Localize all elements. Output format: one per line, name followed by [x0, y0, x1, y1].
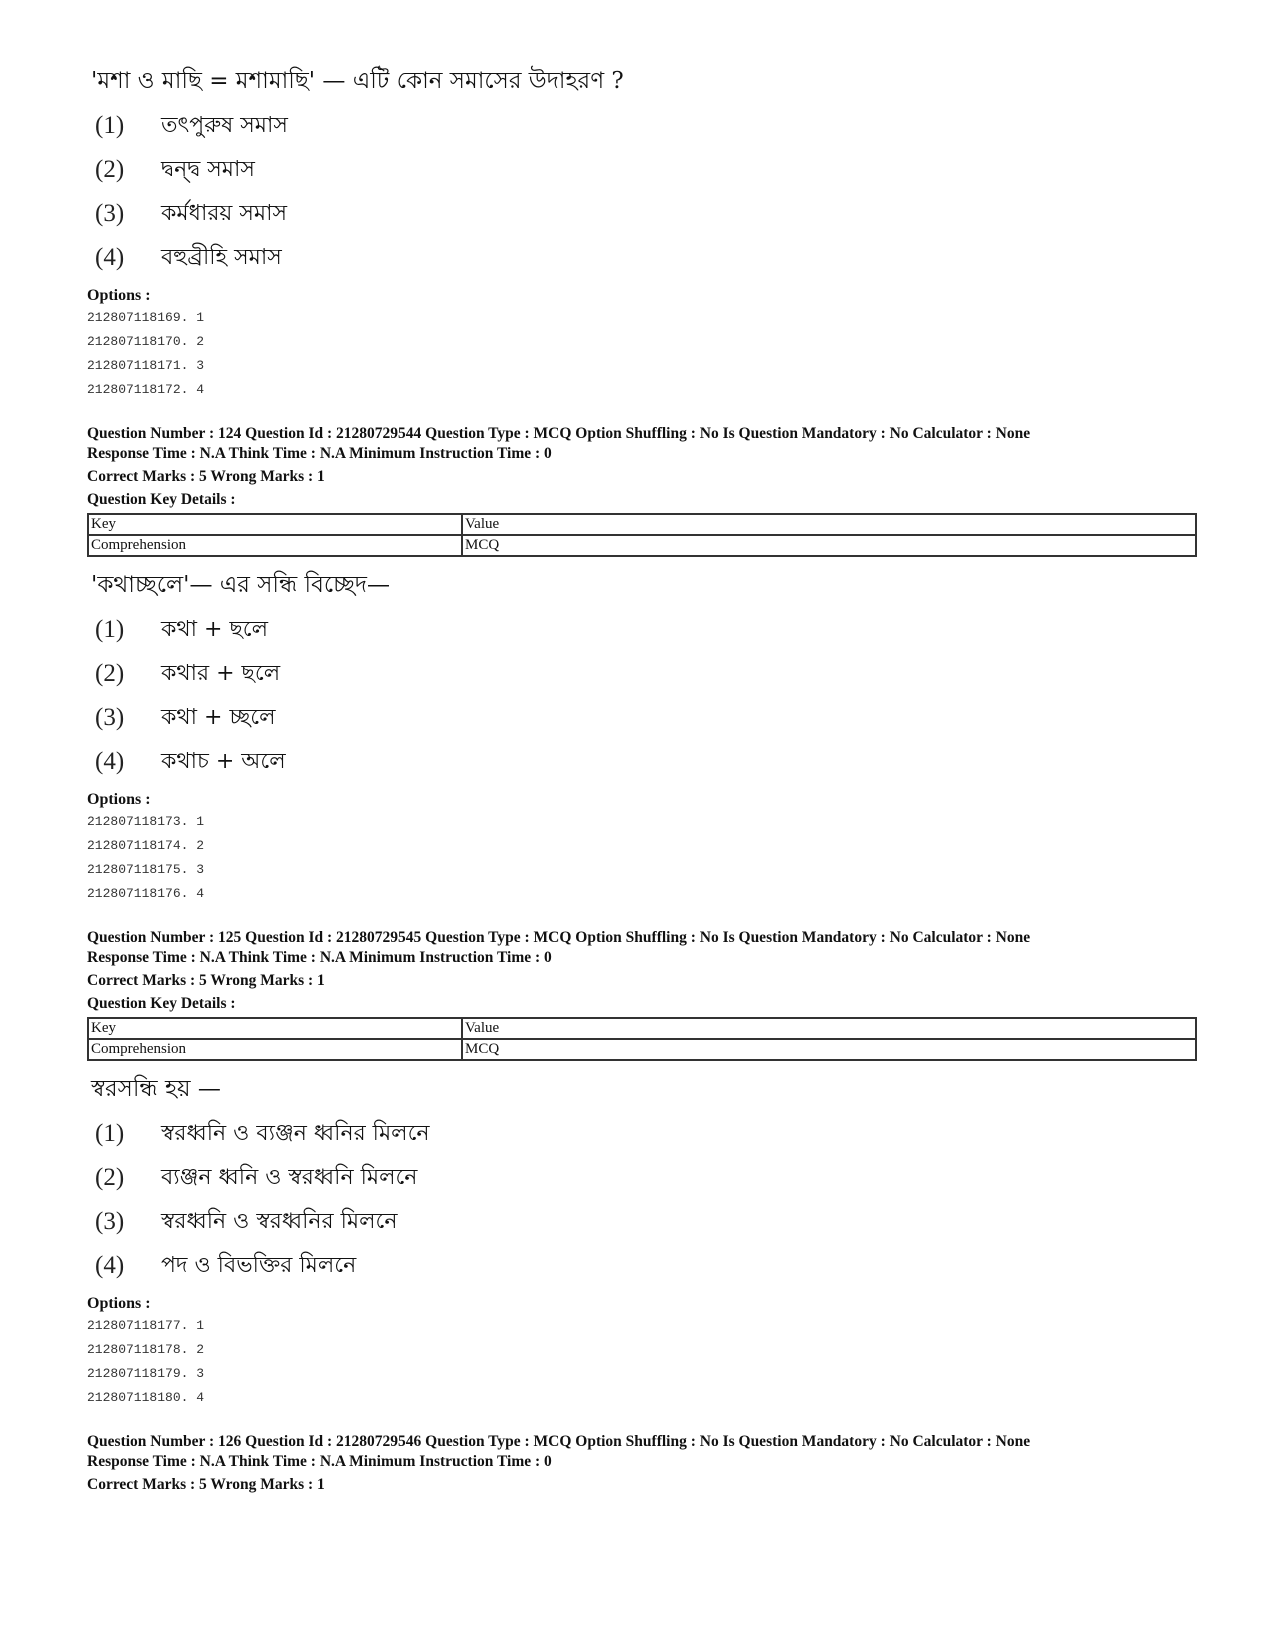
- option-id: 212807118174. 2: [87, 838, 205, 853]
- question-info-line: Question Number : 125 Question Id : 21280729545 Question Type : MCQ Option Shuffling : No Is Question Mandatory : No Calculator : None: [87, 929, 1031, 946]
- question-meta-124: [87, 424, 1197, 557]
- option-3: [95, 192, 1197, 236]
- question-block-123: [87, 66, 1197, 402]
- option-number: (2): [95, 156, 125, 183]
- value-cell: MCQ: [462, 535, 1196, 556]
- option-4: [95, 1244, 1197, 1288]
- option-text: কর্মধারয় সমাস: [161, 200, 288, 226]
- question-meta-126: [87, 1432, 1197, 1495]
- question-block-125: [87, 1074, 1197, 1410]
- key-cell: Comprehension: [88, 535, 462, 556]
- option-4: [95, 740, 1197, 784]
- option-4: [95, 236, 1197, 280]
- option-2: [95, 148, 1197, 192]
- option-number: (1): [95, 1120, 125, 1147]
- option-text: ব্যঞ্জন ধ্বনি ও স্বরধ্বনি মিলনে: [161, 1164, 418, 1190]
- option-id: 212807118175. 3: [87, 862, 205, 877]
- option-id: 212807118171. 3: [87, 358, 205, 373]
- question-info-line: Question Number : 126 Question Id : 21280729546 Question Type : MCQ Option Shuffling : No Is Question Mandatory : No Calculator : None: [87, 1433, 1031, 1450]
- option-text: স্বরধ্বনি ও ব্যঞ্জন ধ্বনির মিলনে: [161, 1120, 430, 1146]
- option-text: কথা + চ্ছলে: [161, 704, 276, 730]
- question-text: 'কথাচ্ছলে'— এর সন্ধি বিচ্ছেদ—: [91, 572, 391, 598]
- response-time-line: Response Time : N.A Think Time : N.A Minimum Instruction Time : 0: [87, 445, 552, 462]
- option-1: [95, 608, 1197, 652]
- option-text: দ্বন্দ্ব সমাস: [161, 156, 255, 182]
- key-details-table: [87, 513, 1197, 557]
- option-number: (2): [95, 1164, 125, 1191]
- question-meta-125: [87, 928, 1197, 1061]
- option-number: (4): [95, 244, 125, 271]
- option-id: 212807118180. 4: [87, 1390, 205, 1405]
- option-number: (1): [95, 112, 125, 139]
- marks-line: Correct Marks : 5 Wrong Marks : 1: [87, 972, 325, 989]
- question-block-124: [87, 570, 1197, 906]
- key-details-table: [87, 1017, 1197, 1061]
- question-text: 'মশা ও মাছি = মশামাছি' — এটি কোন সমাসের উদাহরণ ?: [91, 68, 624, 94]
- option-2: [95, 652, 1197, 696]
- value-header: Value: [462, 1018, 1196, 1039]
- option-3: [95, 1200, 1197, 1244]
- key-cell: Comprehension: [88, 1039, 462, 1060]
- key-details-label: Question Key Details :: [87, 491, 236, 508]
- option-3: [95, 696, 1197, 740]
- option-id: 212807118177. 1: [87, 1318, 205, 1333]
- option-text: কথার + ছলে: [161, 660, 281, 686]
- option-text: কথাচ + অলে: [161, 748, 286, 774]
- option-number: (4): [95, 748, 125, 775]
- option-number: (2): [95, 660, 125, 687]
- question-info-line: Question Number : 124 Question Id : 21280729544 Question Type : MCQ Option Shuffling : No Is Question Mandatory : No Calculator : None: [87, 425, 1031, 442]
- option-text: কথা + ছলে: [161, 616, 269, 642]
- option-id: 212807118172. 4: [87, 382, 205, 397]
- value-header: Value: [462, 514, 1196, 535]
- option-number: (1): [95, 616, 125, 643]
- option-id: 212807118178. 2: [87, 1342, 205, 1357]
- option-id: 212807118173. 1: [87, 814, 205, 829]
- key-details-label: Question Key Details :: [87, 995, 236, 1012]
- option-1: [95, 104, 1197, 148]
- option-number: (3): [95, 200, 125, 227]
- option-number: (4): [95, 1252, 125, 1279]
- value-cell: MCQ: [462, 1039, 1196, 1060]
- option-text: পদ ও বিভক্তির মিলনে: [161, 1252, 357, 1278]
- options-label: Options :: [87, 791, 151, 808]
- option-text: তৎপুরুষ সমাস: [161, 112, 288, 138]
- option-id: 212807118169. 1: [87, 310, 205, 325]
- option-id: 212807118179. 3: [87, 1366, 205, 1381]
- question-text: স্বরসন্ধি হয় —: [91, 1076, 221, 1102]
- options-label: Options :: [87, 1295, 151, 1312]
- key-header: Key: [88, 514, 462, 535]
- option-1: [95, 1112, 1197, 1156]
- option-2: [95, 1156, 1197, 1200]
- response-time-line: Response Time : N.A Think Time : N.A Minimum Instruction Time : 0: [87, 949, 552, 966]
- option-number: (3): [95, 704, 125, 731]
- option-id: 212807118170. 2: [87, 334, 205, 349]
- key-header: Key: [88, 1018, 462, 1039]
- marks-line: Correct Marks : 5 Wrong Marks : 1: [87, 468, 325, 485]
- options-label: Options :: [87, 287, 151, 304]
- marks-line: Correct Marks : 5 Wrong Marks : 1: [87, 1476, 325, 1493]
- option-id: 212807118176. 4: [87, 886, 205, 901]
- response-time-line: Response Time : N.A Think Time : N.A Minimum Instruction Time : 0: [87, 1453, 552, 1470]
- option-text: বহুব্রীহি সমাস: [161, 244, 282, 270]
- option-number: (3): [95, 1208, 125, 1235]
- option-text: স্বরধ্বনি ও স্বরধ্বনির মিলনে: [161, 1208, 398, 1234]
